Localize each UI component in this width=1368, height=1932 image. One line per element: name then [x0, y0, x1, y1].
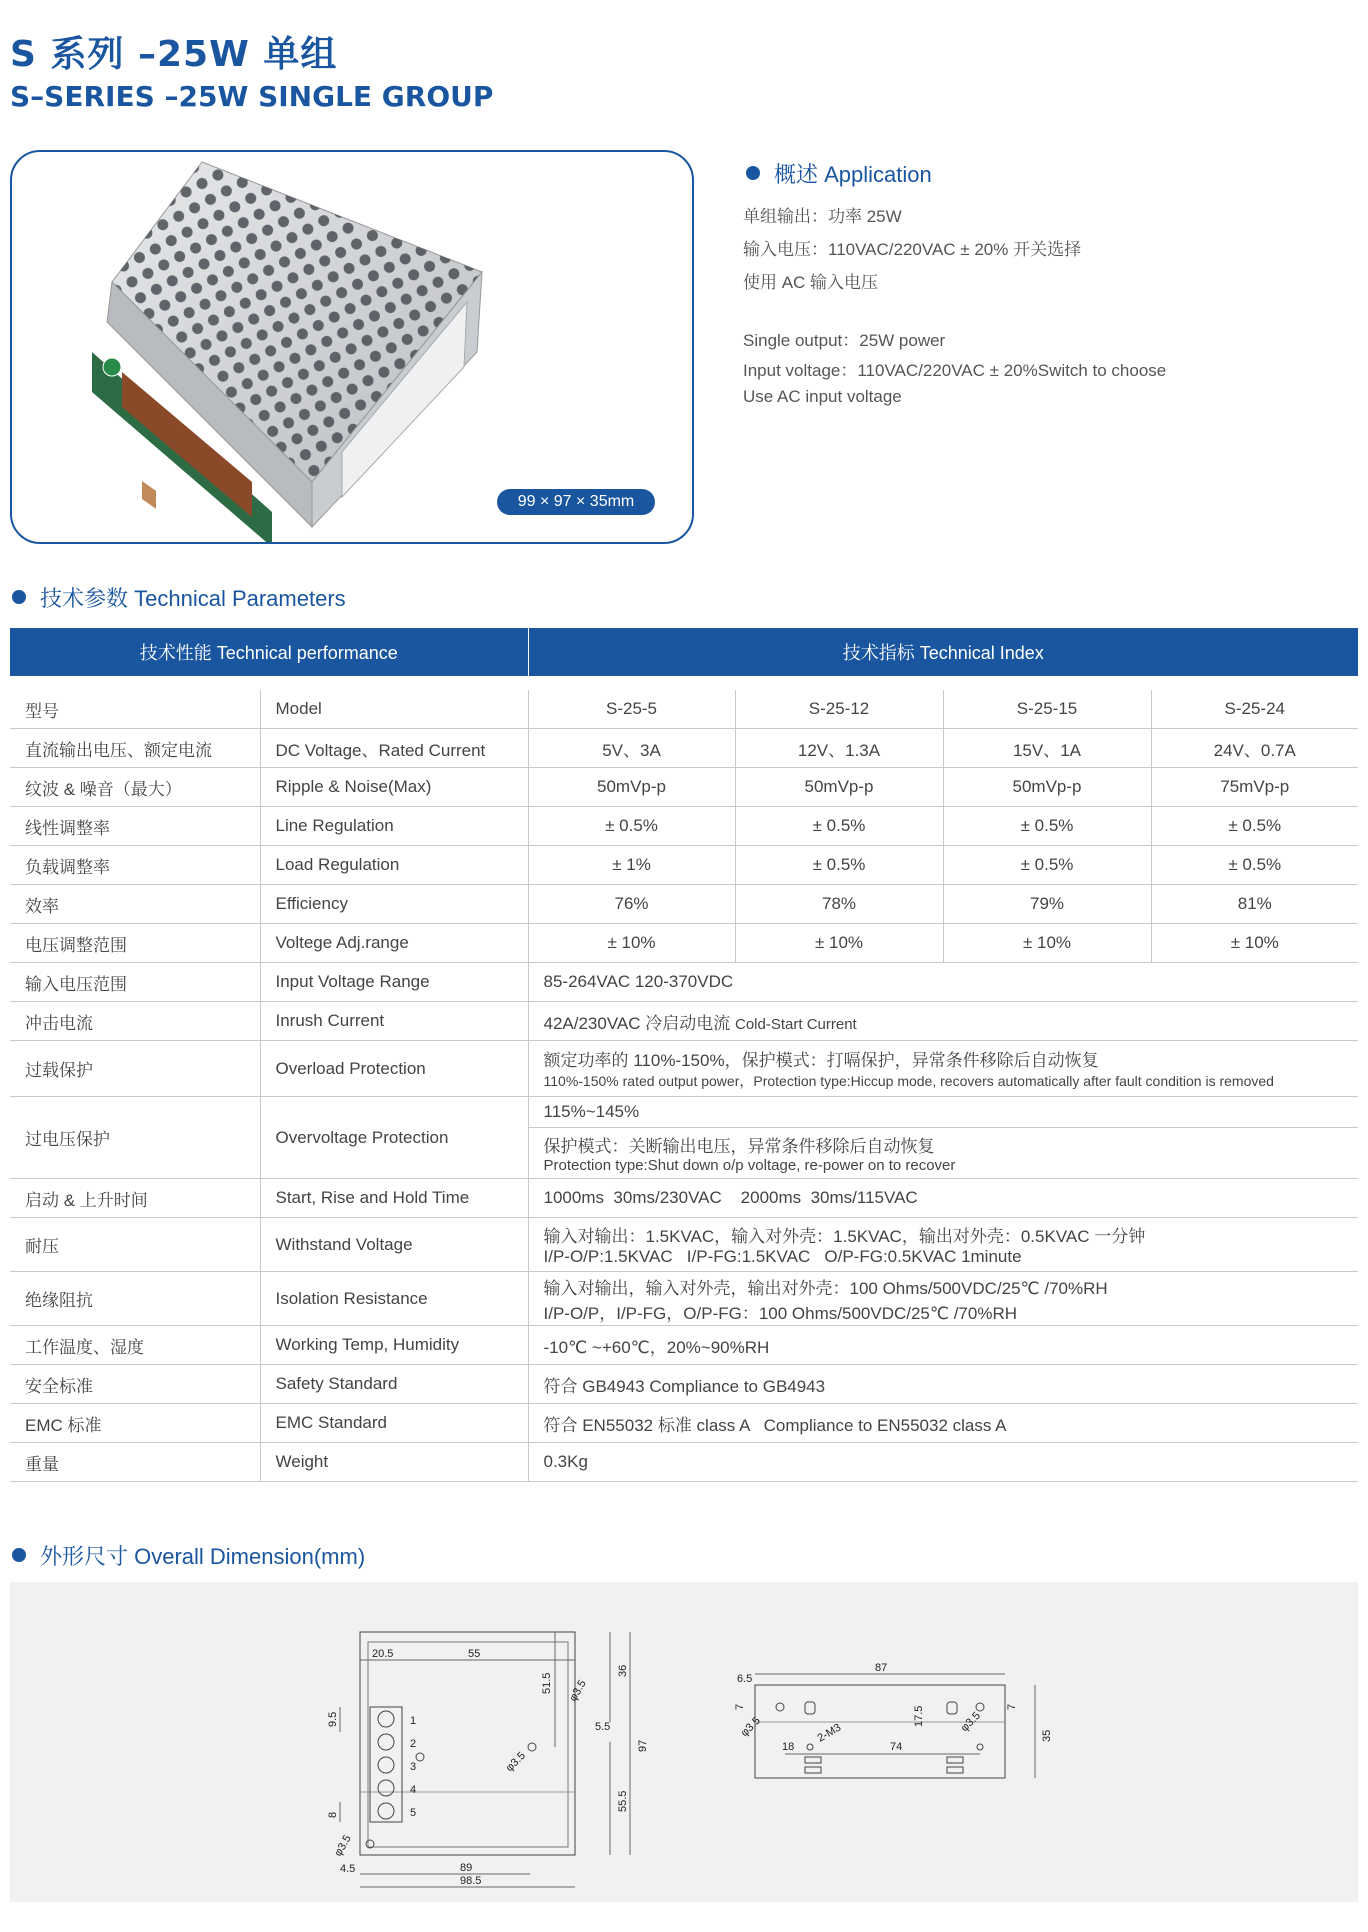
cell-value: 85-264VAC 120-370VDC [528, 963, 1358, 1002]
dim-label: 7 [734, 1703, 746, 1710]
row-label-en: Isolation Resistance [260, 1272, 528, 1326]
cell-text: Cold-Start Current [735, 1015, 857, 1033]
cell-value: 50mVp-p [943, 768, 1151, 807]
dim-label: 17.5 [913, 1705, 925, 1727]
dimension-labels [327, 1648, 1053, 1887]
cell-text: I/P-O/P:1.5KVAC I/P-FG:1.5KVAC O/P-FG:0.5KVAC 1minute [543, 1247, 1022, 1266]
header-index: 技术指标 Technical Index [528, 628, 1358, 676]
table-row [10, 729, 1358, 768]
dim-label: 9.5 [327, 1711, 339, 1727]
application-line: Input voltage：110VAC/220VAC ± 20%Switch to choose [743, 361, 1167, 380]
application-heading-label: 概述 Application [774, 162, 932, 187]
cell-text: Protection type:Shut down o/p voltage, re-power on to recover [543, 1157, 956, 1174]
cell-value [528, 1272, 1358, 1326]
row-label-cn: 线性调整率 [10, 807, 260, 846]
dimensions-badge: 99 × 97 × 35mm [497, 489, 655, 515]
table-row [10, 1272, 1358, 1326]
row-label-en: Inrush Current [260, 1002, 528, 1041]
dim-label: 55.5 [617, 1790, 629, 1812]
dim-label: φ3.5 [503, 1749, 528, 1775]
dim-label: 74 [890, 1741, 903, 1753]
row-label-en: Safety Standard [260, 1365, 528, 1404]
cell-value: 75mVp-p [1151, 768, 1358, 807]
cell-value: ± 0.5% [943, 807, 1151, 846]
row-label-en: Withstand Voltage [260, 1218, 528, 1272]
row-label-cn: 直流输出电压、额定电流 [10, 729, 260, 768]
cell-value: 15V、1A [943, 729, 1151, 768]
table-row [10, 924, 1358, 963]
table-row [10, 1179, 1358, 1218]
row-label-cn: 过电压保护 [10, 1097, 260, 1179]
cell-value: 1000ms 30ms/230VAC 2000ms 30ms/115VAC [528, 1179, 1358, 1218]
cell-text: 110%-150% rated output power，Protection type:Hiccup mode, recovers automatically after fault condition is removed [543, 1073, 1274, 1089]
row-label-en: Weight [260, 1443, 528, 1482]
table-row [10, 1443, 1358, 1482]
cell-text: 额定功率的 110%-150%，保护模式：打嗝保护，异常条件移除后自动恢复 [543, 1051, 1099, 1070]
cell-value: 50mVp-p [528, 768, 735, 807]
table-row [10, 1218, 1358, 1272]
cell-value: 符合 GB4943 Compliance to GB4943 [528, 1365, 1358, 1404]
application-line: 输入电压：110VAC/220VAC ± 20% 开关选择 [743, 240, 1082, 259]
dim-label: 8 [327, 1811, 339, 1818]
dim-label: 89 [460, 1862, 473, 1874]
application-heading [746, 158, 932, 189]
cell-value [528, 1002, 1358, 1041]
cell-value: S-25-15 [943, 690, 1151, 729]
dim-label: φ3.5 [958, 1709, 983, 1735]
application-line: Use AC input voltage [743, 387, 902, 406]
dim-label: 51.5 [541, 1672, 553, 1694]
cell-value: 5V、3A [528, 729, 735, 768]
row-label-en: Voltege Adj.range [260, 924, 528, 963]
dim-label: 36 [617, 1664, 629, 1677]
row-label-cn: 启动 & 上升时间 [10, 1179, 260, 1218]
dim-label: φ3.5 [332, 1833, 354, 1859]
header-performance: 技术性能 Technical performance [10, 628, 528, 676]
table-row [10, 846, 1358, 885]
cell-value: ± 10% [1151, 924, 1358, 963]
cell-value: ± 0.5% [1151, 807, 1358, 846]
cell-text: 保护模式：关断输出电压，异常条件移除后自动恢复 [543, 1137, 935, 1156]
terminal-screws [378, 1711, 394, 1819]
row-label-cn: 工作温度、湿度 [10, 1326, 260, 1365]
dimension-drawings [10, 1582, 1358, 1902]
table-row [10, 1002, 1358, 1041]
row-label-cn: 负载调整率 [10, 846, 260, 885]
row-label-cn: 电压调整范围 [10, 924, 260, 963]
cell-value [528, 1128, 1358, 1179]
table-row [10, 1326, 1358, 1365]
row-label-cn: 耐压 [10, 1218, 260, 1272]
table-row [10, 1097, 1358, 1128]
page-title: S 系列 –25W 单组 [10, 34, 338, 75]
table-row [10, 885, 1358, 924]
cell-text: I/P-O/P，I/P-FG，O/P-FG：100 Ohms/500VDC/25℃ /70%RH [543, 1303, 1017, 1323]
technical-heading-label: 技术参数 Technical Parameters [40, 586, 346, 611]
cell-value: 50mVp-p [735, 768, 943, 807]
dim-label: 5.5 [595, 1721, 611, 1733]
cell-value: 76% [528, 885, 735, 924]
dim-label: 1 [410, 1715, 417, 1727]
row-label-en: EMC Standard [260, 1404, 528, 1443]
cell-value: 81% [1151, 885, 1358, 924]
row-label-en: Line Regulation [260, 807, 528, 846]
table-row [10, 963, 1358, 1002]
dim-label: 2 [410, 1738, 417, 1750]
dim-label: φ3.5 [738, 1714, 763, 1740]
dim-label: 35 [1041, 1729, 1053, 1742]
cell-value: ± 0.5% [943, 846, 1151, 885]
table-row [10, 690, 1358, 729]
table-row [10, 807, 1358, 846]
cell-value: ± 10% [528, 924, 735, 963]
cell-value: -10℃ ~+60℃，20%~90%RH [528, 1326, 1358, 1365]
cell-text: 输入对输出：1.5KVAC，输入对外壳：1.5KVAC，输出对外壳：0.5KVAC 一分钟 [543, 1227, 1146, 1246]
dim-label: 2-M3 [815, 1721, 844, 1745]
dimension-heading-label: 外形尺寸 Overall Dimension(mm) [40, 1544, 366, 1569]
row-label-cn: 输入电压范围 [10, 963, 260, 1002]
cell-value: ± 10% [943, 924, 1151, 963]
cell-value: S-25-24 [1151, 690, 1358, 729]
row-label-cn: 冲击电流 [10, 1002, 260, 1041]
dim-label: 5 [410, 1807, 417, 1819]
cell-value: 78% [735, 885, 943, 924]
cell-value: ± 0.5% [1151, 846, 1358, 885]
bullet-icon [746, 166, 760, 180]
row-label-en: Ripple & Noise(Max) [260, 768, 528, 807]
dimension-drawing-area [10, 1582, 1358, 1902]
row-label-cn: EMC 标准 [10, 1404, 260, 1443]
table-row [10, 1041, 1358, 1097]
dim-label: 87 [875, 1662, 888, 1674]
cell-value: S-25-5 [528, 690, 735, 729]
dim-label: φ3.5 [567, 1678, 589, 1704]
cell-text: 输入对输出，输入对外壳，输出对外壳：100 Ohms/500VDC/25℃ /70%RH [543, 1278, 1108, 1298]
cell-value: 115%~145% [528, 1097, 1358, 1128]
dim-label: 7 [1006, 1703, 1018, 1710]
row-label-cn: 重量 [10, 1443, 260, 1482]
dim-label: 4.5 [340, 1863, 356, 1875]
dim-label: 3 [410, 1761, 417, 1773]
technical-parameters-table [10, 628, 1358, 1482]
row-label-en: Start, Rise and Hold Time [260, 1179, 528, 1218]
cell-value: 12V、1.3A [735, 729, 943, 768]
cell-value [528, 1218, 1358, 1272]
dim-label: 4 [410, 1784, 417, 1796]
cell-value [528, 1041, 1358, 1097]
product-photo-frame [10, 150, 694, 544]
cell-value: 符合 EN55032 标准 class A Compliance to EN55032 class A [528, 1404, 1358, 1443]
bullet-icon [12, 1548, 26, 1562]
cell-value: ± 10% [735, 924, 943, 963]
cell-value: ± 0.5% [735, 807, 943, 846]
cell-value: ± 1% [528, 846, 735, 885]
row-label-cn: 型号 [10, 690, 260, 729]
dimension-heading [12, 1540, 365, 1571]
row-label-cn: 过载保护 [10, 1041, 260, 1097]
dim-label: 20.5 [372, 1648, 394, 1660]
dim-label: 18 [782, 1741, 795, 1753]
row-label-en: Input Voltage Range [260, 963, 528, 1002]
cell-value: 0.3Kg [528, 1443, 1358, 1482]
cell-value: 79% [943, 885, 1151, 924]
cell-value: 24V、0.7A [1151, 729, 1358, 768]
row-label-en: DC Voltage、Rated Current [260, 729, 528, 768]
row-label-en: Efficiency [260, 885, 528, 924]
row-label-en: Model [260, 690, 528, 729]
dim-label: 97 [637, 1739, 649, 1752]
table-row [10, 768, 1358, 807]
row-label-cn: 纹波 & 噪音（最大） [10, 768, 260, 807]
row-label-en: Working Temp, Humidity [260, 1326, 528, 1365]
cell-value: ± 0.5% [735, 846, 943, 885]
row-label-cn: 安全标准 [10, 1365, 260, 1404]
cell-value: ± 0.5% [528, 807, 735, 846]
row-label-cn: 绝缘阻抗 [10, 1272, 260, 1326]
technical-heading [12, 582, 346, 613]
row-label-en: Overvoltage Protection [260, 1097, 528, 1179]
product-image [12, 152, 692, 542]
page-subtitle: S–SERIES –25W SINGLE GROUP [10, 80, 494, 113]
bullet-icon [12, 590, 26, 604]
cell-text: 42A/230VAC 冷启动电流 [543, 1013, 731, 1033]
dim-label: 55 [468, 1648, 481, 1660]
table-row [10, 1404, 1358, 1443]
table-row [10, 1365, 1358, 1404]
application-line: 单组输出：功率 25W [743, 207, 902, 226]
dim-label: 98.5 [460, 1875, 482, 1887]
row-label-en: Load Regulation [260, 846, 528, 885]
application-line: 使用 AC 输入电压 [743, 273, 879, 292]
application-line: Single output：25W power [743, 331, 946, 350]
row-label-en: Overload Protection [260, 1041, 528, 1097]
cell-value: S-25-12 [735, 690, 943, 729]
row-label-cn: 效率 [10, 885, 260, 924]
dim-label: 6.5 [737, 1673, 753, 1685]
